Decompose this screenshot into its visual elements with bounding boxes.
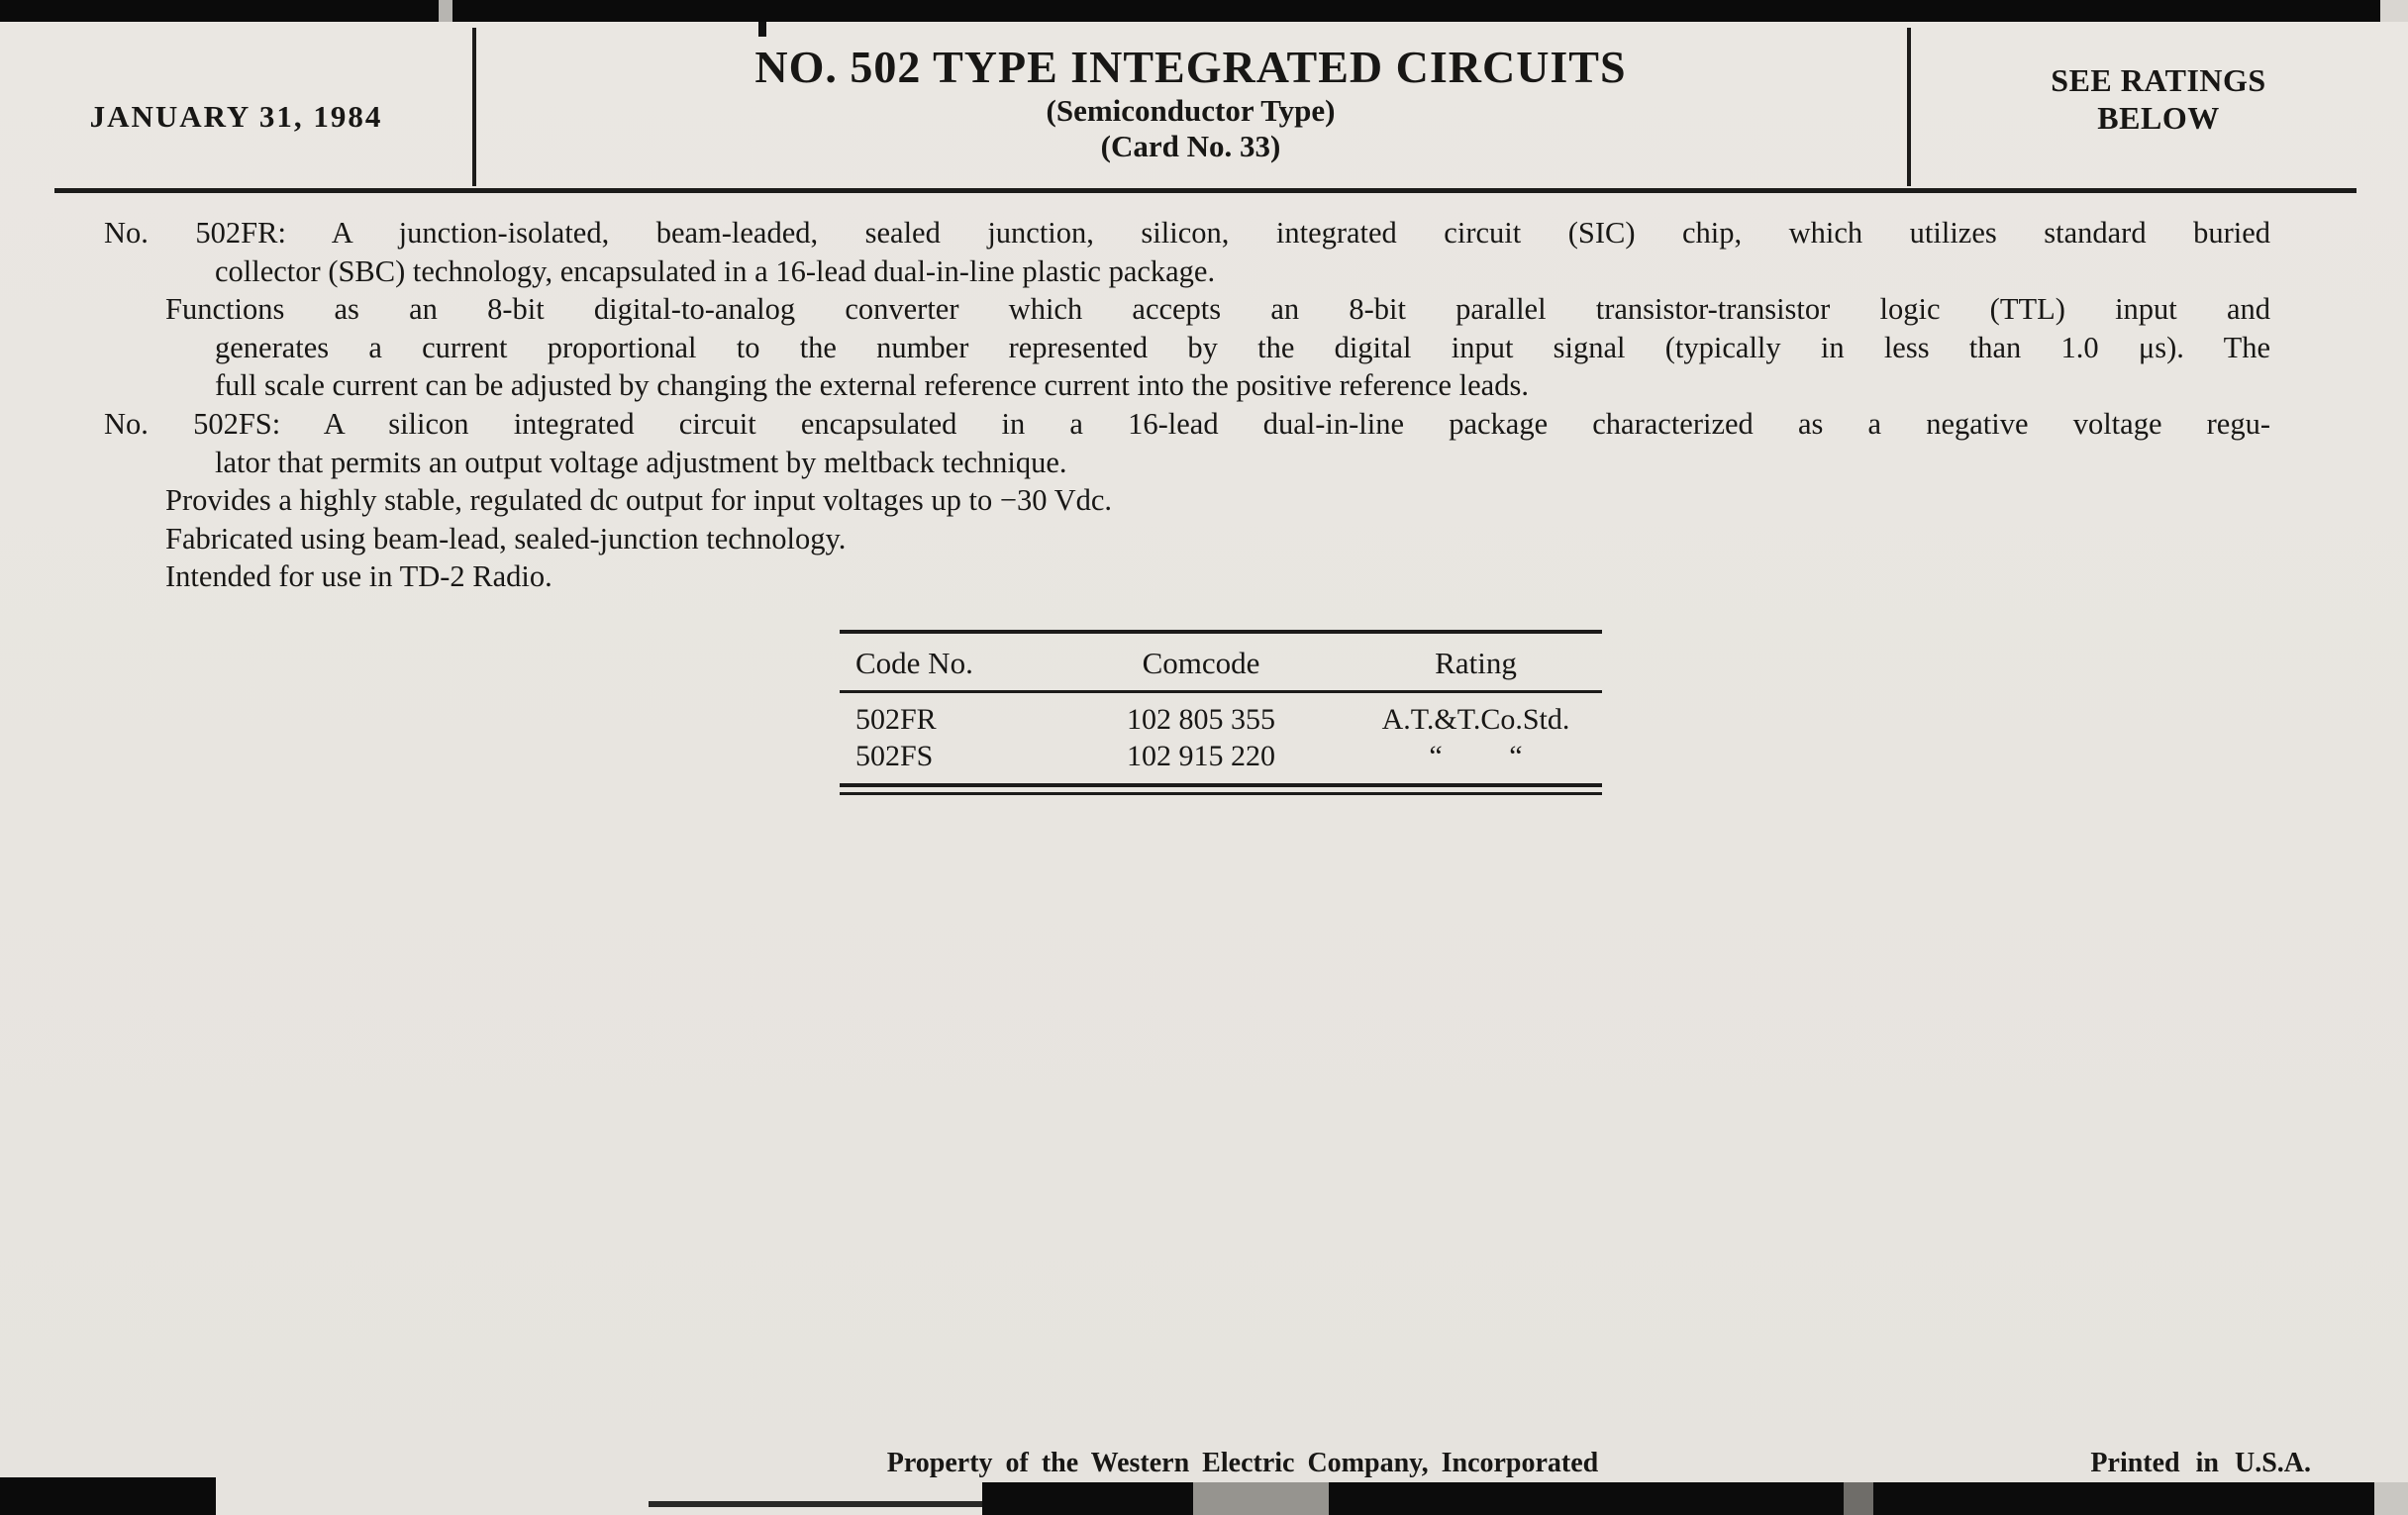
table-header-comcode: Comcode <box>1142 646 1260 680</box>
cell-code: 502FS <box>855 740 934 772</box>
scan-artifact-tick <box>758 22 766 37</box>
ratings-table <box>840 630 1602 795</box>
body-line: collector (SBC) technology, encapsulated in a 16-lead dual-in-line plastic package. <box>215 253 1216 288</box>
table-header-code: Code No. <box>855 646 973 680</box>
body-line: lator that permits an output voltage adjustment by meltback technique. <box>215 445 1067 479</box>
scan-artifact-bottom-gap2 <box>1844 1482 1873 1515</box>
ratings-note-line1: SEE RATINGS <box>2051 62 2266 98</box>
body-line: Functions as an 8-bit digital-to-analog converter which accepts an 8-bit parallel transistor-transistor logic (TTL) input and <box>165 292 2270 327</box>
body-line: full scale current can be adjusted by changing the external reference current into the positive reference leads. <box>215 368 1529 403</box>
table-header-row <box>840 634 1602 690</box>
scan-artifact-bottom-gap3 <box>2374 1482 2408 1515</box>
cell-rating: A.T.&T.Co.Std. <box>1381 703 1570 736</box>
cell-rating: “ “ <box>1429 740 1523 772</box>
table-bottom-rule-2 <box>840 792 1602 795</box>
body-line: Intended for use in TD-2 Radio. <box>165 559 552 594</box>
body-text <box>104 214 2270 596</box>
table-body <box>840 693 1602 783</box>
header-divider-left <box>472 28 476 186</box>
document-date: JANUARY 31, 1984 <box>89 99 383 134</box>
scan-artifact-top-corner <box>2380 0 2408 22</box>
header-center <box>472 42 1909 164</box>
header-divider-right <box>1907 28 1911 186</box>
header-rule <box>54 188 2357 193</box>
cell-comcode: 102 915 220 <box>1127 740 1275 772</box>
scan-artifact-bottom-gap1 <box>1193 1482 1329 1515</box>
printed-note: Printed in U.S.A. <box>2090 1448 2311 1478</box>
ratings-note <box>1909 61 2408 137</box>
scan-artifact-bottom-line <box>649 1501 982 1507</box>
body-line: generates a current proportional to the number represented by the digital input signal (typically in less than 1.0 μs). The <box>215 330 2270 364</box>
body-line: Provides a highly stable, regulated dc output for input voltages up to −30 Vdc. <box>165 483 1113 518</box>
document-subtitle-card: (Card No. 33) <box>1100 129 1281 163</box>
scan-artifact-top-notch <box>439 0 452 22</box>
table-header-rating: Rating <box>1435 646 1517 680</box>
scan-artifact-top-bar <box>0 0 2380 22</box>
body-line: Fabricated using beam-lead, sealed-junction technology. <box>165 521 847 556</box>
document-subtitle-type: (Semiconductor Type) <box>1046 93 1336 128</box>
cell-code: 502FR <box>855 703 937 736</box>
ratings-note-line2: BELOW <box>2097 100 2220 136</box>
property-note: Property of the Western Electric Company, Incorporated <box>886 1448 1599 1478</box>
body-line: No. 502FR: A junction-isolated, beam-leaded, sealed junction, silicon, integrated circuit (SIC) chip, which utilizes standard buried <box>104 216 2270 250</box>
scan-artifact-bottom-left <box>0 1477 216 1515</box>
cell-comcode: 102 805 355 <box>1127 703 1275 736</box>
document-title: NO. 502 TYPE INTEGRATED CIRCUITS <box>754 42 1627 92</box>
table-row <box>840 701 1602 738</box>
table-row <box>840 738 1602 774</box>
body-line: No. 502FS: A silicon integrated circuit encapsulated in a 16-lead dual-in-line package characterized as a negative voltage regu- <box>104 406 2270 441</box>
